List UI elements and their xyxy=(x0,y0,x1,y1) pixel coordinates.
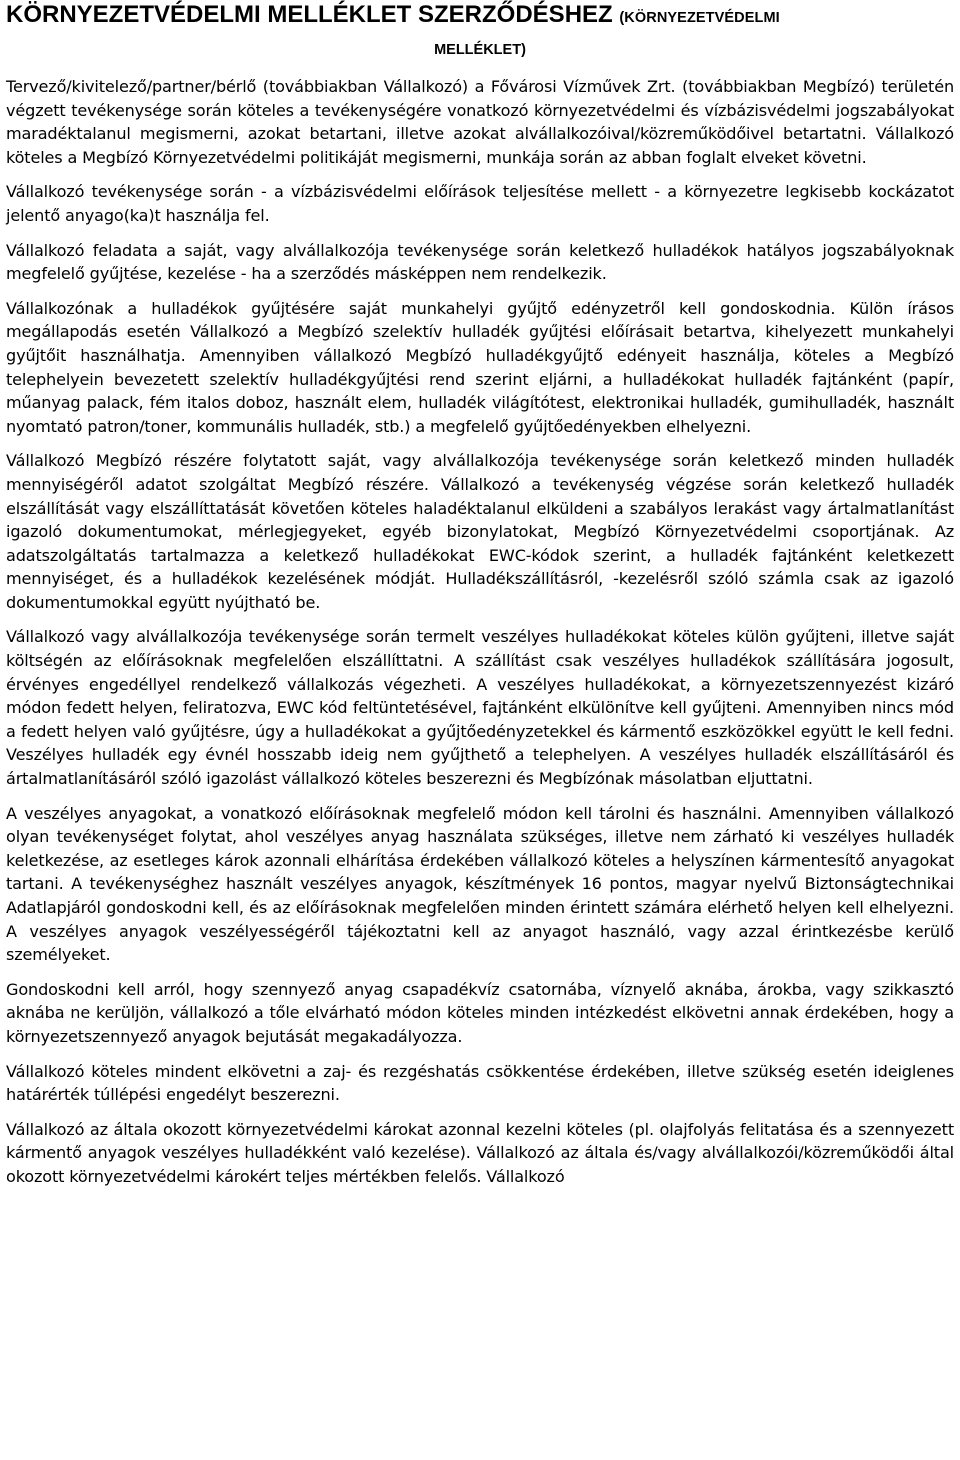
title-parenthetical: (KÖRNYEZETVÉDELMI xyxy=(619,10,780,26)
document-subtitle: MELLÉKLET) xyxy=(434,42,526,58)
paragraph-hazardous-materials: A veszélyes anyagokat, a vonatkozó előírásoknak megfelelő módon kell tárolni és használni. Amennyiben vállalkozó olyan tevékenységet folytat, ahol veszélyes anyag használata szükséges, illetve nem zárható ki veszélyes hulladék keletkezése, az esetleges károk azonnali elhárítása érdekében vállalkozó köteles a helyszínen kármentesítő anyagokat tartani. A tevékenységhez használt veszélyes anyagok, készítmények 16 pontos, magyar nyelvű Biztonságtechnikai Adatlapjáról gondoskodni kell, és az előírásoknak megfelelően minden érintett számára elérhető helyen kell elhelyezni. A veszélyes anyagok veszélyességéről tájékoztatni kell az anyagot használó, vagy azzal érintkezésbe kerülő személyeket. xyxy=(6,803,954,965)
paragraph-noise: Vállalkozó köteles mindent elkövetni a zaj- és rezgéshatás csökkentése érdekében, illetve szükség esetén ideiglenes határérték túllépési engedélyt beszerezni. xyxy=(6,1061,954,1105)
paragraph-materials: Vállalkozó tevékenysége során - a vízbázisvédelmi előírások teljesítése mellett - a környezetre legkisebb kockázatot jelentő anyago(ka)t használja fel. xyxy=(6,182,954,225)
paragraph-hazardous-waste: Vállalkozó vagy alvállalkozója tevékenysége során termelt veszélyes hulladékokat köteles külön gyűjteni, illetve saját költségén az előírásoknak megfelelően elszállíttatni. A szállítást csak veszélyes hulladékok szállítására jogosult, érvényes engedéllyel rendelkező vállalkozás végezheti. A veszélyes hulladékokat, a környezetszennyezést kizáró módon fedett helyen, feliratozva, EWC kód feltüntetésével, fajtánként elkülönítve kell gyűjteni. Amennyiben nincs mód a fedett helyen való gyűjtésre, úgy a hulladékokat a gyűjtőedényzetekkel és kármentő eszközökkel együtt le kell fedni. Veszélyes hulladék egy évnél hosszabb ideig nem gyűjthető a telephelyen. A veszélyes hulladék elszállításáról és ártalmatlanításáról szóló igazolást vállalkozó köteles beszerezni és Megbízónak másolatban eljuttatni. xyxy=(6,627,954,789)
title-main: KÖRNYEZETVÉDELMI MELLÉKLET SZERZŐDÉSHEZ xyxy=(6,1,613,28)
paragraph-waste-collection: Vállalkozónak a hulladékok gyűjtésére saját munkahelyi gyűjtő edényzetről kell gondoskodnia. Külön írásos megállapodás esetén Vállalkozó a Megbízó szelektív hulladék gyűjtési előírásait betartva, kihelyezett munkahelyi gyűjtőit használhatja. Amennyiben vállalkozó Megbízó hulladékgyűjtő edényeit használja, köteles a Megbízó telephelyein bevezetett szelektív hulladékgyűjtési rend szerint eljárni, a hulladékokat hulladék fajtánként (papír, műanyag palack, fém italos doboz, használt elem, hulladék világítótest, elektronikai hulladék, gumihulladék, használt nyomtató patron/toner, kommunális hulladék, stb.) a megfelelő gyűjtőedényekben elhelyezni. xyxy=(6,298,954,436)
document-title xyxy=(6,3,954,30)
paragraph-data-reporting: Vállalkozó Megbízó részére folytatott saját, vagy alvállalkozója tevékenysége során keletkező minden hulladék mennyiségéről adatot szolgáltat Megbízó részére. Vállalkozó a tevékenység végzése során keletkező hulladék elszállítását vagy elszállíttatását követően köteles haladéktalanul elküldeni a szabályos lerakást vagy ártalmatlanítást igazoló dokumentumokat, mérlegjegyeket, egyéb bizonylatokat, Megbízó Környezetvédelmi csoportjának. Az adatszolgáltatás tartalmazza a keletkező hulladékokat EWC-kódok szerint, a hulladék fajtánként keletkezett mennyiséget, és a hulladékok kezelésének módját. Hulladékszállításról, -kezelésről szóló számla csak az igazoló dokumentumokkal együtt nyújtható be. xyxy=(6,451,954,612)
paragraph-waste-duty: Vállalkozó feladata a saját, vagy alvállalkozója tevékenysége során keletkező hulladékok hatályos jogszabályoknak megfelelő gyűjtése, kezelése - ha a szerződés másképpen nem rendelkezik. xyxy=(6,240,954,284)
paragraph-scope: Tervező/kivitelező/partner/bérlő (továbbiakban Vállalkozó) a Fővárosi Vízművek Zrt. (továbbiakban Megbízó) területén végzett tevékenysége során köteles a tevékenységére vonatkozó környezetvédelmi és vízbázisvédelmi jogszabályokat maradéktalanul megismerni, azokat betartani, illetve azokat alvállalkozóival/közreműködőivel betartatni. Vállalkozó köteles a Megbízó Környezetvédelmi politikáját megismerni, munkája során az abban foglalt elveket követni. xyxy=(6,77,954,167)
paragraph-damage-liability: Vállalkozó az általa okozott környezetvédelmi károkat azonnal kezelni köteles (pl. olajfolyás felitatása és a szennyezett kármentő anyagok veszélyes hulladékként való kezelése). Vállalkozó az általa és/vagy alvállalkozói/közreműködői által okozott környezetvédelmi károkért teljes mértékben felelős. Vállalkozó xyxy=(6,1119,954,1186)
paragraph-pollution-prevention: Gondoskodni kell arról, hogy szennyező anyag csapadékvíz csatornába, víznyelő aknába, árokba, vagy szikkasztó aknába ne kerüljön, vállalkozó a tőle elvárható módon köteles minden intézkedést elkövetni annak érdekében, hogy a környezetszennyező anyagok bejutását megakadályozza. xyxy=(6,979,954,1046)
